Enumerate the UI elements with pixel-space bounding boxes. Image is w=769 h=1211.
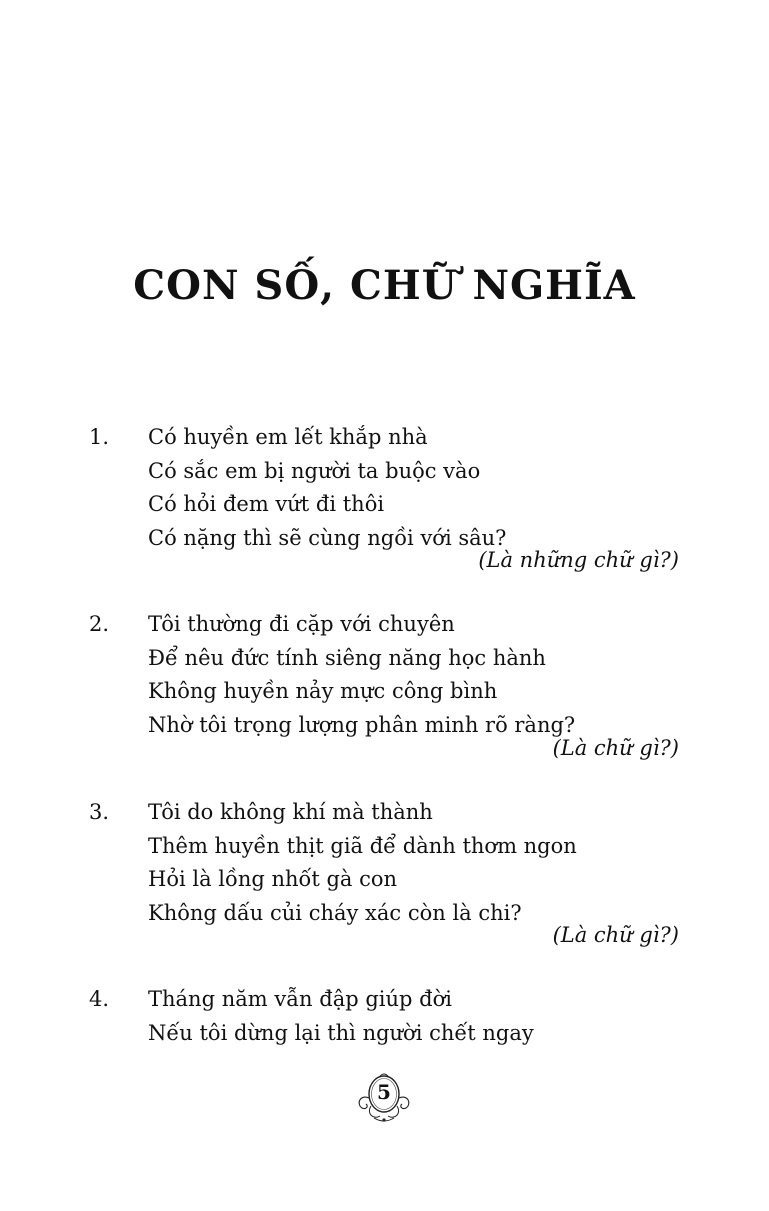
- verse-line: Nếu tôi dừng lại thì người chết ngay: [148, 1020, 534, 1045]
- riddle-number: 2.: [89, 612, 110, 636]
- riddle-question: (Là chữ gì?): [552, 736, 679, 760]
- verse-line: Thêm huyền thịt giã để dành thơm ngon: [148, 833, 577, 858]
- page-number-label: 5: [377, 1080, 391, 1104]
- riddle-lines: [148, 608, 575, 742]
- verse-line: Tôi thường đi cặp với chuyên: [148, 612, 455, 636]
- verse-line: Có huyền em lết khắp nhà: [148, 425, 428, 449]
- verse-line: Tôi do không khí mà thành: [148, 800, 433, 824]
- verse-line: Có nặng thì sẽ cùng ngồi với sâu?: [148, 525, 507, 550]
- verse-line: Nhờ tôi trọng lượng phân minh rõ ràng?: [148, 712, 576, 737]
- page-number: [352, 1064, 416, 1128]
- riddle-question: (Là chữ gì?): [552, 923, 679, 947]
- verse-line: Có sắc em bị người ta buộc vào: [148, 458, 481, 483]
- verse-line: Hỏi là lồng nhốt gà con: [148, 867, 398, 892]
- riddle-number: 1.: [89, 425, 110, 449]
- riddle-lines: [148, 983, 534, 1050]
- verse-line: Có hỏi đem vứt đi thôi: [148, 492, 385, 517]
- riddle-lines: [148, 796, 577, 930]
- page-title: CON SỐ, CHỮ NGHĨA: [133, 262, 636, 309]
- riddle-lines: [148, 421, 506, 555]
- verse-line: Không dấu củi cháy xác còn là chi?: [148, 900, 522, 925]
- riddle-number: 4.: [89, 987, 110, 1011]
- riddle-question: (Là những chữ gì?): [478, 548, 679, 572]
- verse-line: Không huyền nảy mực công bình: [148, 679, 498, 704]
- riddle-number: 3.: [89, 800, 110, 824]
- verse-line: Để nêu đức tính siêng năng học hành: [148, 645, 546, 670]
- verse-line: Tháng năm vẫn đập giúp đời: [148, 987, 452, 1011]
